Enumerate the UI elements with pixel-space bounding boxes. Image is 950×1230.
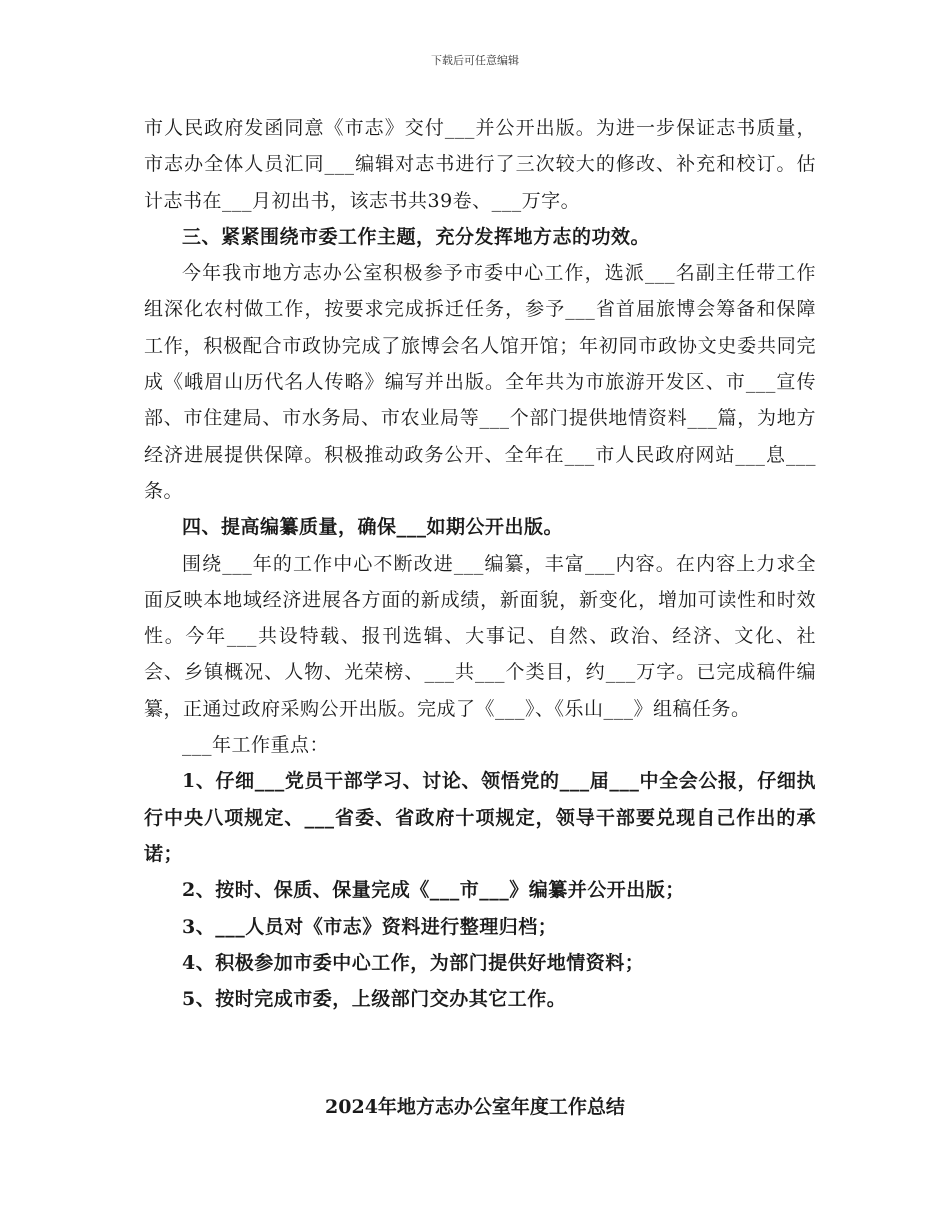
work-focus-heading: ___年工作重点： bbox=[182, 734, 330, 757]
paragraph-1: 市人民政府发函同意《市志》交付___并公开出版。为进一步保证志书质量，市志办全体人员汇同___编辑对志书进行了三次较大的修改、补充和校订。估计志书在___月初出书，该志书共39卷、___万字。 bbox=[144, 117, 816, 212]
next-document-title: 2024年地方志办公室年度工作总结 bbox=[325, 1096, 625, 1118]
focus-item-2: 2、按时、保质、保量完成《___市___》编纂并公开出版； bbox=[182, 879, 685, 902]
focus-item-1: 1、仔细___党员干部学习、讨论、领悟党的___届___中全会公报，仔细执行中央八项规定、___省委、省政府十项规定，领导干部要兑现自己作出的承诺； bbox=[144, 770, 816, 865]
header-note: 下载后可任意编辑 bbox=[431, 54, 519, 67]
paragraph-3: 围绕___年的工作中心不断改进___编纂，丰富___内容。在内容上力求全面反映本地域经济进展各方面的新成绩，新面貌，新变化，增加可读性和时效性。今年___共设特载、报刊选辑、大事记、自然、政治、经济、文化、社会、乡镇概况、人物、光荣榜、___共___个类目，约___万字。已完成稿件编纂，正通过政府采购公开出版。完成了《___》、《乐山___》组稿任务。 bbox=[144, 552, 816, 720]
document-body bbox=[144, 110, 816, 1017]
focus-item-4: 4、积极参加市委中心工作，为部门提供好地情资料； bbox=[182, 951, 645, 974]
focus-item-3: 3、___人员对《市志》资料进行整理归档； bbox=[182, 915, 558, 938]
section-heading-4: 四、提高编纂质量，确保___如期公开出版。 bbox=[182, 516, 564, 539]
section-heading-3: 三、紧紧围绕市委工作主题，充分发挥地方志的功效。 bbox=[182, 225, 651, 248]
focus-item-5: 5、按时完成市委，上级部门交办其它工作。 bbox=[182, 988, 567, 1011]
paragraph-2: 今年我市地方志办公室积极参予市委中心工作，选派___名副主任带工作组深化农村做工作，按要求完成拆迁任务，参予___省首届旅博会筹备和保障工作，积极配合市政协完成了旅博会名人馆开馆；年初同市政协文史委共同完成《峨眉山历代名人传略》编写并出版。全年共为市旅游开发区、市___宣传部、市住建局、市水务局、市农业局等___个部门提供地情资料___篇，为地方经济进展提供保障。积极推动政务公开、全年在___市人民政府网站___息___条。 bbox=[144, 262, 816, 502]
